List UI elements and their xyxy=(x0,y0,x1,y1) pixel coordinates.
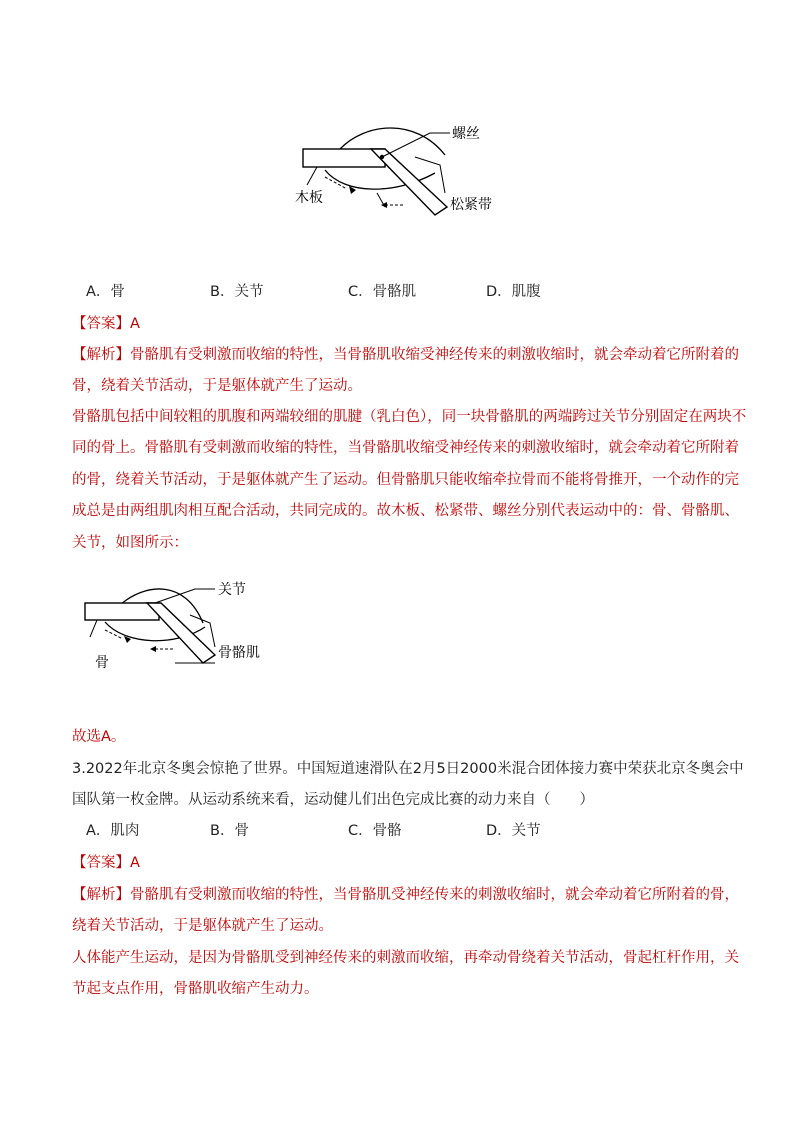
option-b: B．关节 xyxy=(210,284,264,300)
q3-answer-line xyxy=(72,853,140,873)
q3-analysis-tag: 【解析】 xyxy=(72,887,130,903)
q3-stem-line-2: 国队第一枚金牌。从运动系统来看，运动健儿们出色完成比赛的动力来自（ ） xyxy=(72,792,594,808)
label-muscle: 骨骼肌 xyxy=(218,645,260,661)
analysis-line-2: 骨，绕着关节活动，于是躯体就产生了运动。 xyxy=(72,378,362,394)
answer-value: A xyxy=(130,316,140,332)
q3-body-line-2: 节起支点作用，骨骼肌收缩产生动力。 xyxy=(72,981,319,997)
body-line-5: 关节，如图所示： xyxy=(72,535,188,551)
q3-answer-value: A xyxy=(130,855,140,871)
body-line-1: 骨骼肌包括中间较粗的肌腹和两端较细的肌腱（乳白色），同一块骨骼肌的两端跨过关节分别固定在两块不 xyxy=(72,409,747,425)
conclusion: 故选A。 xyxy=(72,729,126,745)
answer-line xyxy=(72,314,140,334)
q3-answer-tag: 【答案】 xyxy=(72,855,130,871)
figure-joint-bone-muscle xyxy=(75,575,285,675)
body-line-2: 同的骨上。骨骼肌有受刺激而收缩的特性，当骨骼肌收缩受神经传来的刺激收缩时，就会牵动着它所附着 xyxy=(72,440,739,456)
q3-option-a: A．肌肉 xyxy=(86,823,140,839)
q3-stem-line-1: 3.2022年北京冬奥会惊艳了世界。中国短道速滑队在2月5日2000米混合团体接力赛中荣获北京冬奥会中 xyxy=(72,761,744,777)
analysis-tag: 【解析】 xyxy=(72,347,130,363)
q3-option-c: C．骨骼 xyxy=(348,823,402,839)
q3-analysis-line-1: 【解析】骨骼肌有受刺激而收缩的特性，当骨骼肌受神经传来的刺激收缩时，就会牵动着它所附着的骨， xyxy=(72,887,739,903)
q3-option-d: D．关节 xyxy=(486,823,541,839)
label-screw: 螺丝 xyxy=(452,126,480,142)
q3-analysis-line-2: 绕着关节活动，于是躯体就产生了运动。 xyxy=(72,918,333,934)
q3-body-line-1: 人体能产生运动，是因为骨骼肌受到神经传来的刺激而收缩，再牵动骨绕着关节活动，骨起杠杆作用，关 xyxy=(72,950,739,966)
body-line-3: 的骨，绕着关节活动，于是躯体就产生了运动。但骨骼肌只能收缩牵拉骨而不能将骨推开，一个动作的完 xyxy=(72,472,739,488)
label-bone: 骨 xyxy=(95,655,109,671)
label-band: 松紧带 xyxy=(450,197,492,213)
answer-tag: 【答案】 xyxy=(72,316,130,332)
option-c: C．骨骼肌 xyxy=(348,284,417,300)
analysis-line-1: 【解析】骨骼肌有受刺激而收缩的特性，当骨骼肌收缩受神经传来的刺激收缩时，就会牵动着它所附着的 xyxy=(72,347,739,363)
body-line-4: 成总是由两组肌肉相互配合活动，共同完成的。故木板、松紧带、螺丝分别代表运动中的：骨、骨骼肌、 xyxy=(72,503,739,519)
option-d: D．肌腹 xyxy=(486,284,541,300)
q3-option-b: B．骨 xyxy=(210,823,249,839)
option-a: A．骨 xyxy=(86,284,125,300)
label-board: 木板 xyxy=(295,190,323,206)
figure-board-band-screw xyxy=(285,115,515,235)
label-joint: 关节 xyxy=(218,582,246,598)
